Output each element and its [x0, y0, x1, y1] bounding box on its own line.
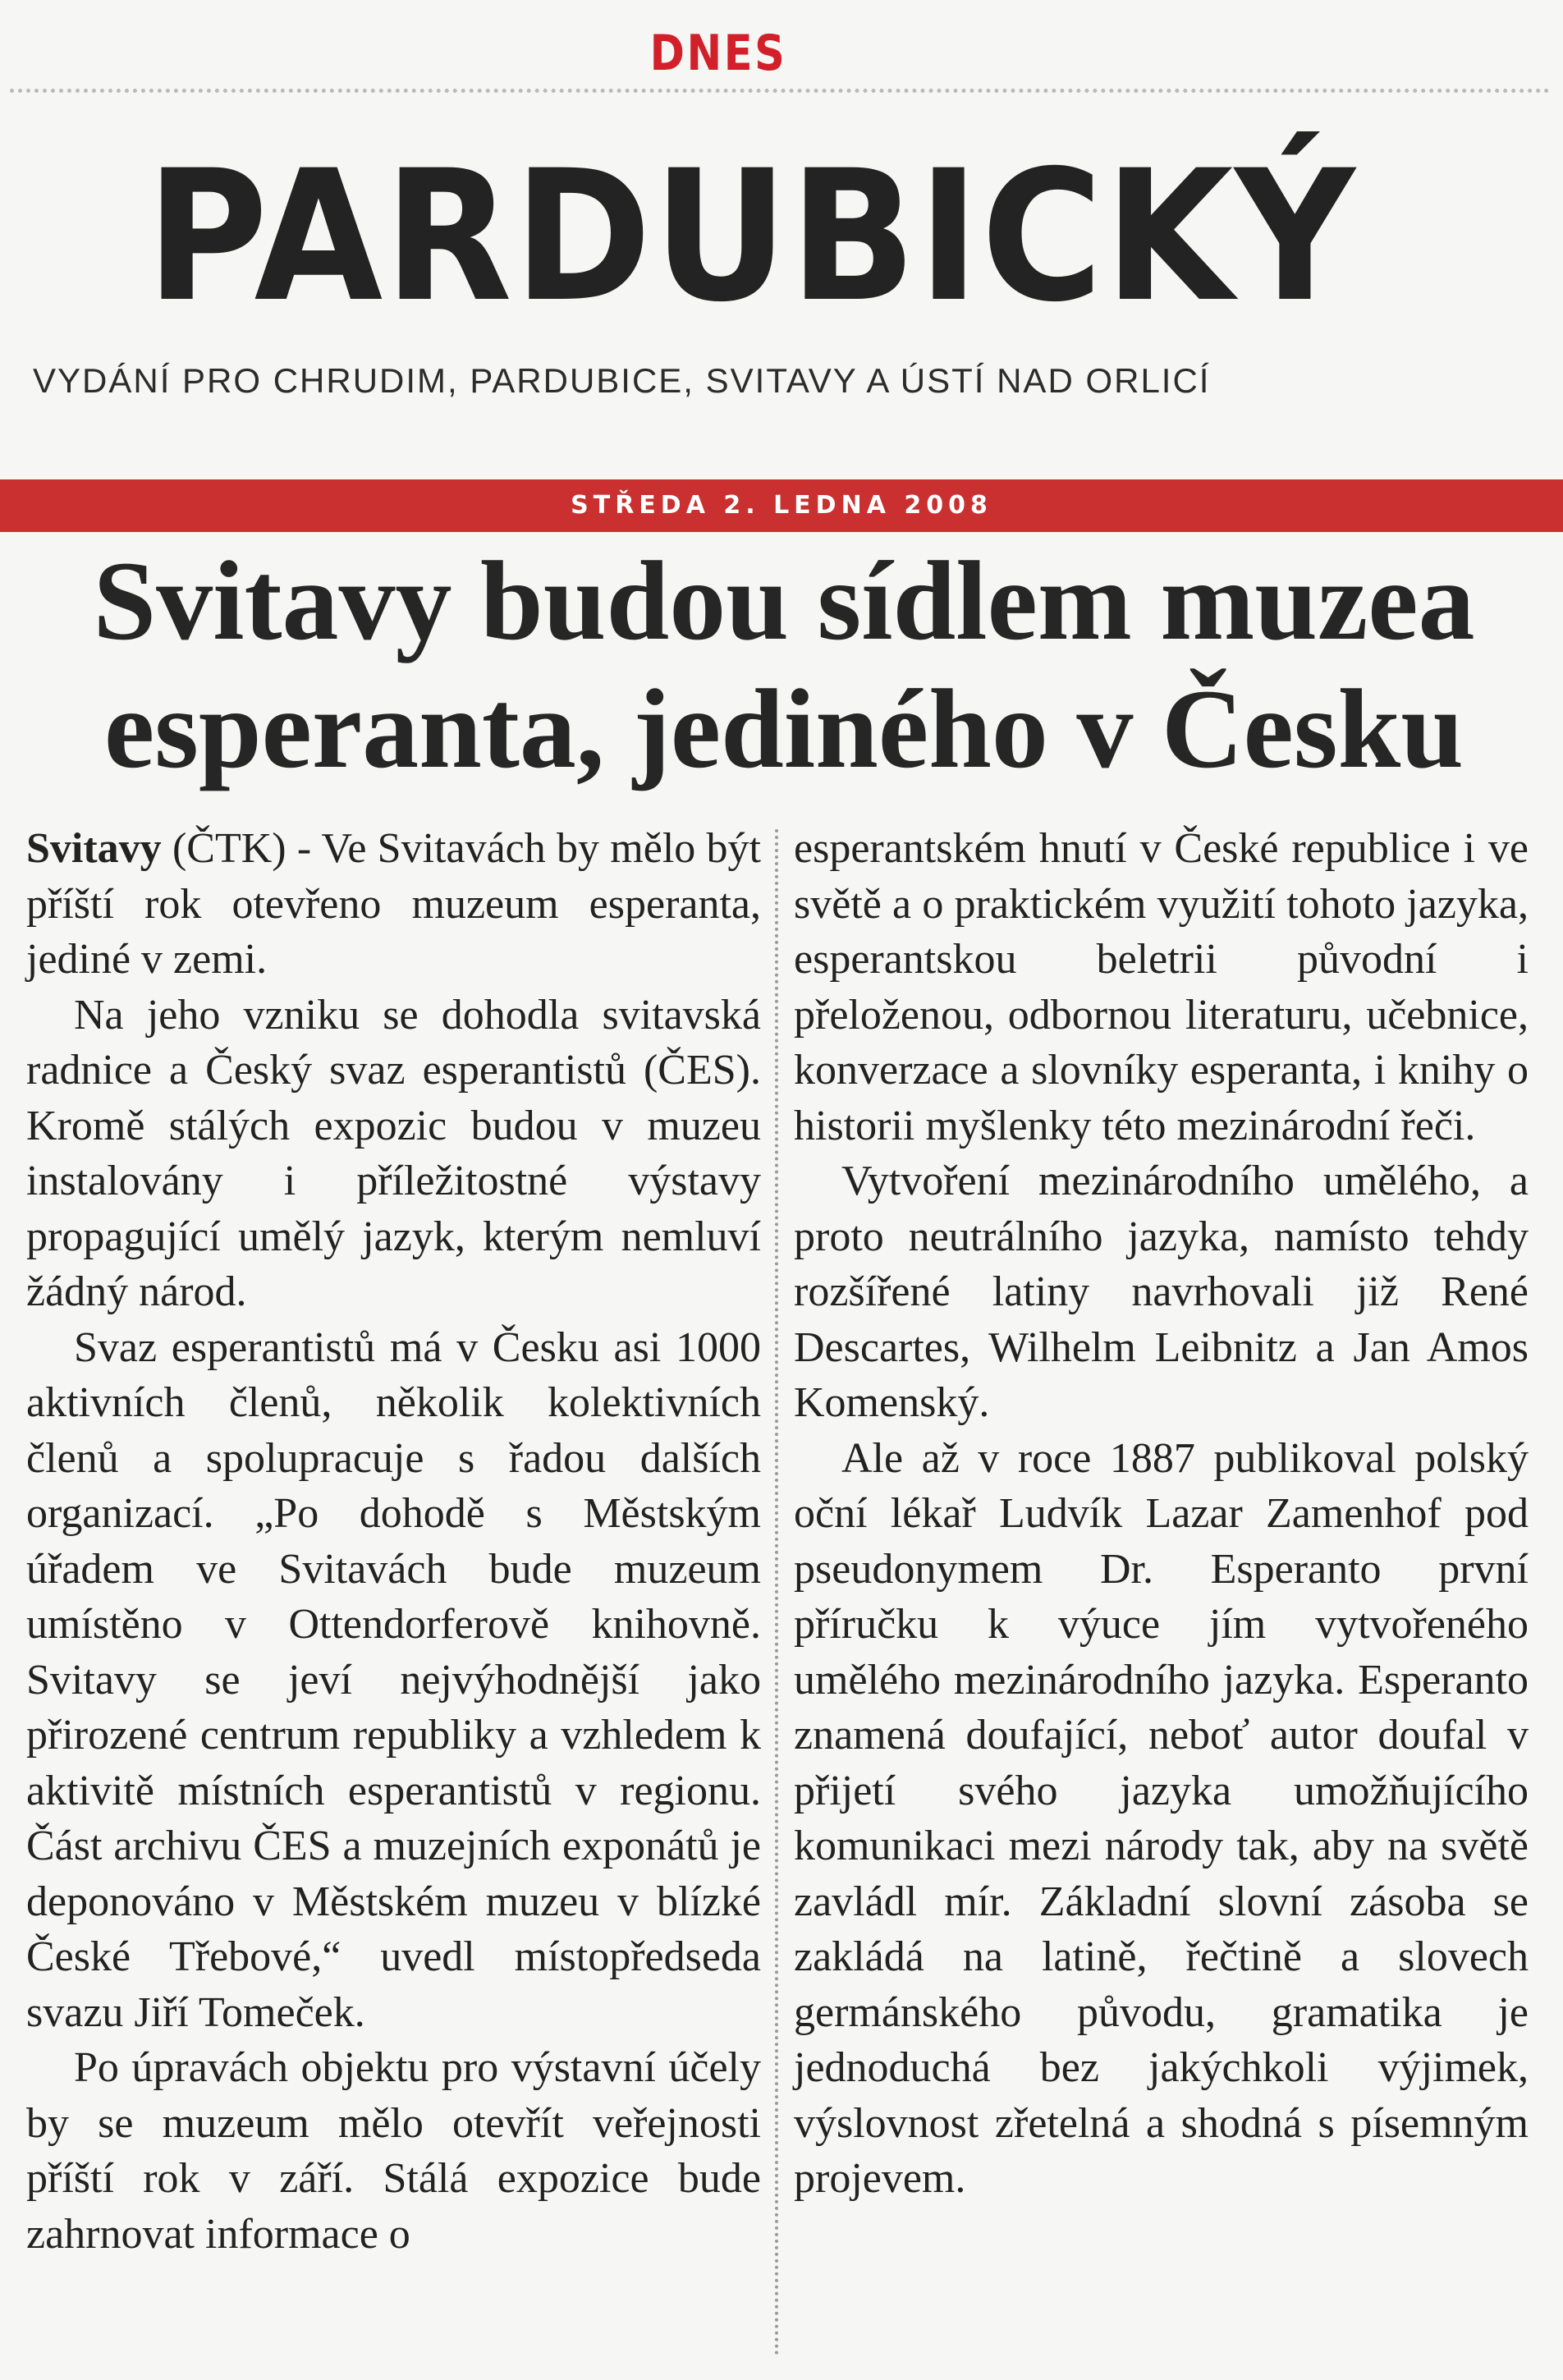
issue-date: STŘEDA 2. LEDNA 2008 — [571, 491, 992, 520]
lead-text: (ČTK) - Ve Svitavách by mělo být příští rok otevřeno muzeum esperanta, jediné v zemi. — [26, 825, 761, 983]
headline-line-1: Svitavy budou sídlem muzea — [93, 538, 1475, 663]
brand-dnes: DNES — [649, 25, 787, 82]
edition-line: VYDÁNÍ PRO CHRUDIM, PARDUBICE, SVITAVY A ÚSTÍ NAD ORLICÍ — [33, 361, 1211, 400]
column-divider — [775, 829, 778, 2356]
headline-line-2: esperanta, jediného v Česku — [103, 666, 1464, 791]
dotted-divider — [10, 89, 1550, 93]
body-paragraph: Vytvoření mezinárodního umělého, a proto neutrálního jazyka, namísto tehdy rozšířené latiny navrhovali již René Descartes, Wilhelm Leibnitz a Jan Amos Komenský. — [794, 1158, 1529, 1426]
dateline: Svitavy — [26, 825, 162, 872]
body-paragraph: Ale až v roce 1887 publikoval polský oční lékař Ludvík Lazar Zamenhof pod pseudonymem Dr. Esperanto první příručku k výuce jím vytvořeného umělého mezinárodního jazyka. Esperanto znamená doufající, neboť autor doufal v přijetí svého jazyka umožňujícího komunikaci mezi národy tak, aby na světě zavládl mír. Základní slovní zásoba se zakládá na latině, řečtině a slovech germánského původu, gramatika je jednoduchá bez jakýchkoli výjimek, výslovnost zřetelná a shodná s písemným projevem. — [794, 1434, 1529, 2202]
lead-paragraph — [26, 821, 761, 988]
body-paragraph: Na jeho vzniku se dohodla svitavská radnice a Český svaz esperantistů (ČES). Kromě stálých expozic budou v muzeu instalovány i příležitostné výstavy propagující umělý jazyk, kterým nemluví žádný národ. — [26, 991, 761, 1315]
article-column-right — [794, 821, 1529, 2207]
body-paragraph-continued: esperantském hnutí v České republice i ve světě a o praktickém využití tohoto jazyka, esperantskou beletrii původní i přeloženou, odbornou literaturu, učebnice, konverzace a slovníky esperanta, i knihy o historii myšlenky této mezinárodní řeči. — [794, 825, 1529, 1149]
body-paragraph: Po úpravách objektu pro výstavní účely by se muzeum mělo otevřít veřejnosti příští rok v září. Stálá expozice bude zahrnovat informace o — [26, 2044, 761, 2258]
body-paragraph: Svaz esperantistů má v Česku asi 1000 aktivních členů, několik kolektivních členů a spolupracuje s řadou dalších organizací. „Po dohodě s Městským úřadem ve Svitavách bude muzeum umístěno v Ottendorferově knihovně. Svitavy se jeví nejvýhodnější jako přirozené centrum republiky a vzhledem k aktivitě místních esperantistů v regionu. Část archivu ČES a muzejních exponátů je deponováno v Městském muzeu v blízké České Třebové,“ uvedl místopředseda svazu Jiří Tomeček. — [26, 1323, 761, 2036]
masthead-title: PARDUBICKÝ — [146, 131, 1357, 342]
article-column-left — [26, 821, 761, 2262]
article-headline — [25, 537, 1543, 793]
